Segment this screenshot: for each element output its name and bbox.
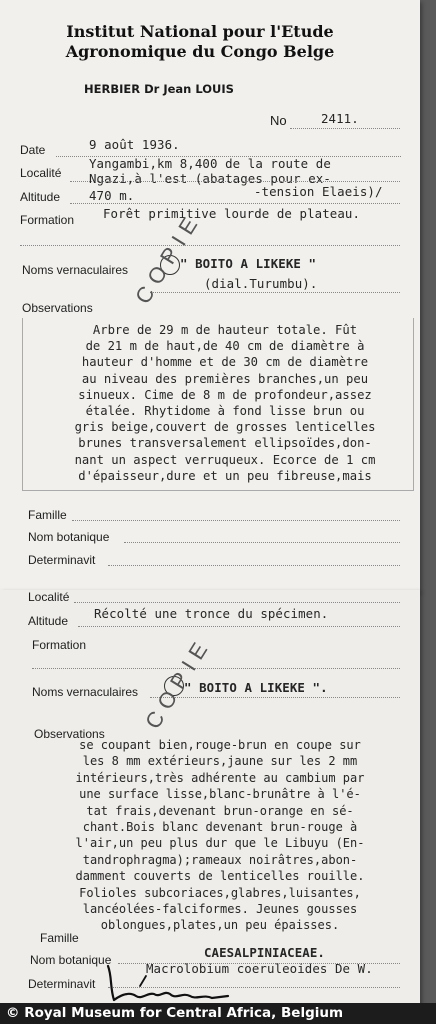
observation-line: Arbre de 29 m de hauteur totale. Fût	[92, 323, 358, 337]
altitude-line	[70, 203, 400, 204]
observation-line: d'épaisseur,dure et un peu fibreuse,mais	[78, 468, 372, 483]
nom-vernaculaire-value: " BOITO A LIKEKE "	[180, 256, 317, 271]
observations-label: Observations	[22, 301, 93, 315]
copyright-footer: © Royal Museum for Central Africa, Belgium	[0, 1003, 436, 1024]
localite-line-2	[74, 602, 400, 603]
observation-line: chant.Bois blanc devenant brun-rouge à	[82, 820, 358, 835]
specimen-number: 2411.	[321, 111, 359, 126]
observation-line: les 8 mm extérieurs,jaune sur les 2 mm	[82, 754, 358, 769]
observation-line: damment couverts de lenticelles rouille.	[75, 869, 365, 884]
observation-line: gris beige,couvert de grosses lenticelles	[74, 420, 376, 435]
observations-label-2: Observations	[34, 727, 105, 741]
localite-label-2: Localité	[28, 590, 70, 604]
determinavit-label-2: Determinavit	[28, 977, 96, 991]
observation-line: de 21 m de haut,de 40 cm de diamètre à	[85, 339, 365, 354]
altitude-value: 470 m.	[89, 188, 135, 203]
noms-vernaculaires-label-2: Noms vernaculaires	[32, 685, 139, 699]
nom-botanique-value: Macrolobium coeruleoides De W.	[146, 961, 373, 976]
formation-line	[20, 245, 400, 246]
number-line	[290, 128, 400, 129]
nom-vernaculaire-value-2: " BOITO A LIKEKE ".	[184, 680, 328, 695]
localite-value-line1: Yangambi,km 8,400 de la route de	[89, 156, 331, 171]
localite-label: Localité	[20, 166, 62, 180]
institution-title-line1: Institut National pour l'Etude	[66, 22, 334, 41]
observation-line: brunes transversalement ellipsoïdes,don-	[78, 436, 372, 451]
famille-label-2: Famille	[40, 931, 79, 945]
date-label: Date	[20, 143, 46, 157]
observation-line: sinueux. Cime de 8 m de profondeur,assez	[78, 387, 372, 402]
handwritten-signature	[100, 956, 250, 1004]
copie-stamp-2: COPIE	[140, 632, 217, 734]
localite-value-line2: Ngazi,à l'est (abatages pour ex-	[89, 171, 331, 186]
institution-title-line2: Agronomique du Congo Belge	[65, 42, 335, 61]
noms-vernaculaires-label: Noms vernaculaires	[22, 263, 129, 277]
dialect-value: (dial.Turumbu).	[204, 276, 318, 291]
background-edge	[418, 0, 436, 1010]
observations-text	[40, 322, 410, 484]
famille-label: Famille	[28, 508, 67, 522]
observations-text-2	[32, 737, 408, 934]
observation-line: l'air,un peu plus dur que le Libuyu (En-	[75, 836, 365, 851]
altitude-label-2: Altitude	[28, 614, 69, 628]
altitude-line-2	[78, 626, 400, 627]
famille-value: CAESALPINIACEAE.	[204, 945, 325, 960]
formation-line-2	[32, 668, 400, 669]
observation-line: intérieurs,très adhérente au cambium par	[75, 770, 365, 785]
observation-line: Folioles subcoriaces,glabres,luisantes,	[79, 885, 361, 900]
noms-line	[150, 292, 400, 293]
date-value: 9 août 1936.	[89, 137, 180, 152]
altitude-note: -tension Elaeis)/	[254, 184, 383, 199]
observation-line: nant un aspect verruqueux. Ecorce de 1 cm	[74, 452, 376, 467]
formation-value: Forêt primitive lourde de plateau.	[103, 206, 361, 221]
observation-line: se coupant bien,rouge-brun en coupe sur	[79, 738, 361, 752]
observation-line: étalée. Rhytidome à fond lisse brun ou	[85, 404, 365, 419]
nom-botanique-label: Nom botanique	[28, 530, 110, 544]
determinavit-label: Determinavit	[28, 553, 96, 567]
copie-stamp: COPIE	[130, 207, 207, 309]
observation-line: tandrophragma);rameaux noirâtres,abon-	[82, 852, 358, 867]
observation-line: lancéolées-falciformes. Jeunes gousses	[82, 902, 358, 917]
localite-line	[70, 181, 400, 182]
formation-label: Formation	[20, 213, 75, 227]
number-label: No	[270, 113, 287, 128]
herbier-heading: HERBIER Dr Jean LOUIS	[84, 82, 234, 96]
nom-botanique-label-2: Nom botanique	[30, 953, 112, 967]
observation-line: tat frais,devenant brun-orange en sé-	[86, 803, 354, 818]
altitude-label: Altitude	[20, 190, 61, 204]
determinavit-line	[108, 565, 400, 566]
famille-line	[72, 520, 400, 521]
altitude-note-2: Récolté une tronce du spécimen.	[94, 606, 329, 621]
formation-label-2: Formation	[32, 638, 87, 652]
observation-line: au niveau des premières branches,un peu	[81, 371, 369, 386]
observation-line: une surface lisse,blanc-brunâtre à l'é-	[79, 787, 361, 802]
noms-line-2	[150, 697, 400, 698]
observation-line: hauteur d'homme et de 30 cm de diamètre	[81, 355, 369, 370]
nom-botanique-line	[124, 542, 400, 543]
observation-line: oblongues,plates,un peu épaisses.	[100, 918, 340, 933]
